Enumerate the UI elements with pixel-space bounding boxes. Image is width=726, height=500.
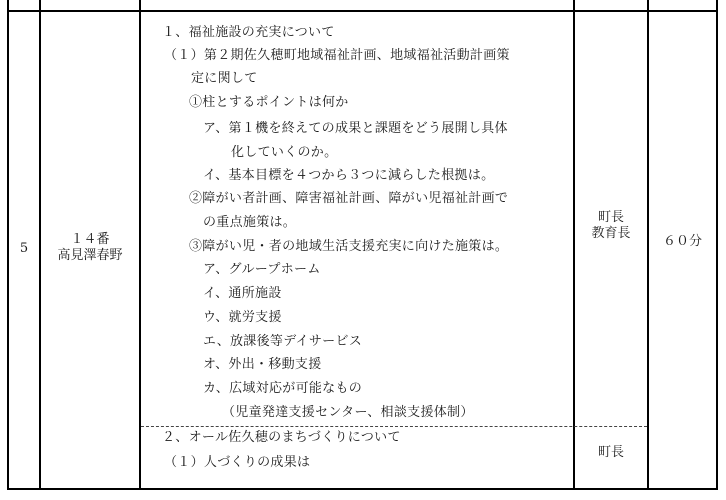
respondent-1-line2: 教育長 — [591, 226, 631, 241]
question-line: の重点施策は。 — [203, 215, 297, 230]
question-line: （１）第２期佐久穂町地域福祉計画、地域福祉活動計画策 — [164, 48, 510, 63]
table-border-top — [7, 10, 718, 12]
question-line: ②障がい者計画、障害福祉計画、障がい児福祉計画で — [189, 191, 509, 206]
respondent-1-line1: 町長 — [597, 210, 624, 225]
question-line: エ、放課後等デイサービス — [203, 334, 363, 349]
question-line: ア、グループホーム — [203, 262, 321, 277]
question-line: （児童発達支援センター、相談支援体制） — [222, 405, 474, 420]
table-border-col3 — [573, 0, 575, 490]
question-line: ア、第１機を終えての成果と課題をどう展開し具体 — [203, 121, 508, 136]
question-line: ウ、就労支援 — [203, 310, 282, 325]
question-line: ③障がい児・者の地域生活支援充実に向けた施策は。 — [189, 239, 509, 254]
question-line: ①柱とするポイントは何か — [189, 95, 349, 110]
member-name: 高見澤春野 — [57, 248, 123, 263]
question-line: カ、広域対応が可能なもの — [203, 381, 363, 396]
table-border-right — [716, 0, 718, 490]
respondent-2: 町長 — [597, 445, 624, 460]
question-heading-1: １、福祉施設の充実について — [162, 25, 335, 40]
question-heading-2: ２、オール佐久穂のまちづくりについて — [162, 430, 401, 445]
table-border-bottom — [7, 488, 718, 490]
question-line: 化していくのか。 — [231, 145, 338, 160]
question-line: （１）人づくりの成果は — [164, 455, 311, 470]
table-border-col2 — [139, 0, 141, 490]
question-line: イ、基本目標を４つから３つに減らした根拠は。 — [203, 168, 495, 183]
row-number: 5 — [19, 241, 29, 256]
question-line: オ、外出・移動支援 — [203, 357, 322, 372]
member-id: １４番 — [70, 232, 110, 247]
question-line: イ、通所施設 — [203, 286, 282, 301]
time-allotted: ６０分 — [662, 234, 702, 249]
question-divider — [141, 426, 647, 427]
question-line: 定に関して — [191, 71, 258, 86]
